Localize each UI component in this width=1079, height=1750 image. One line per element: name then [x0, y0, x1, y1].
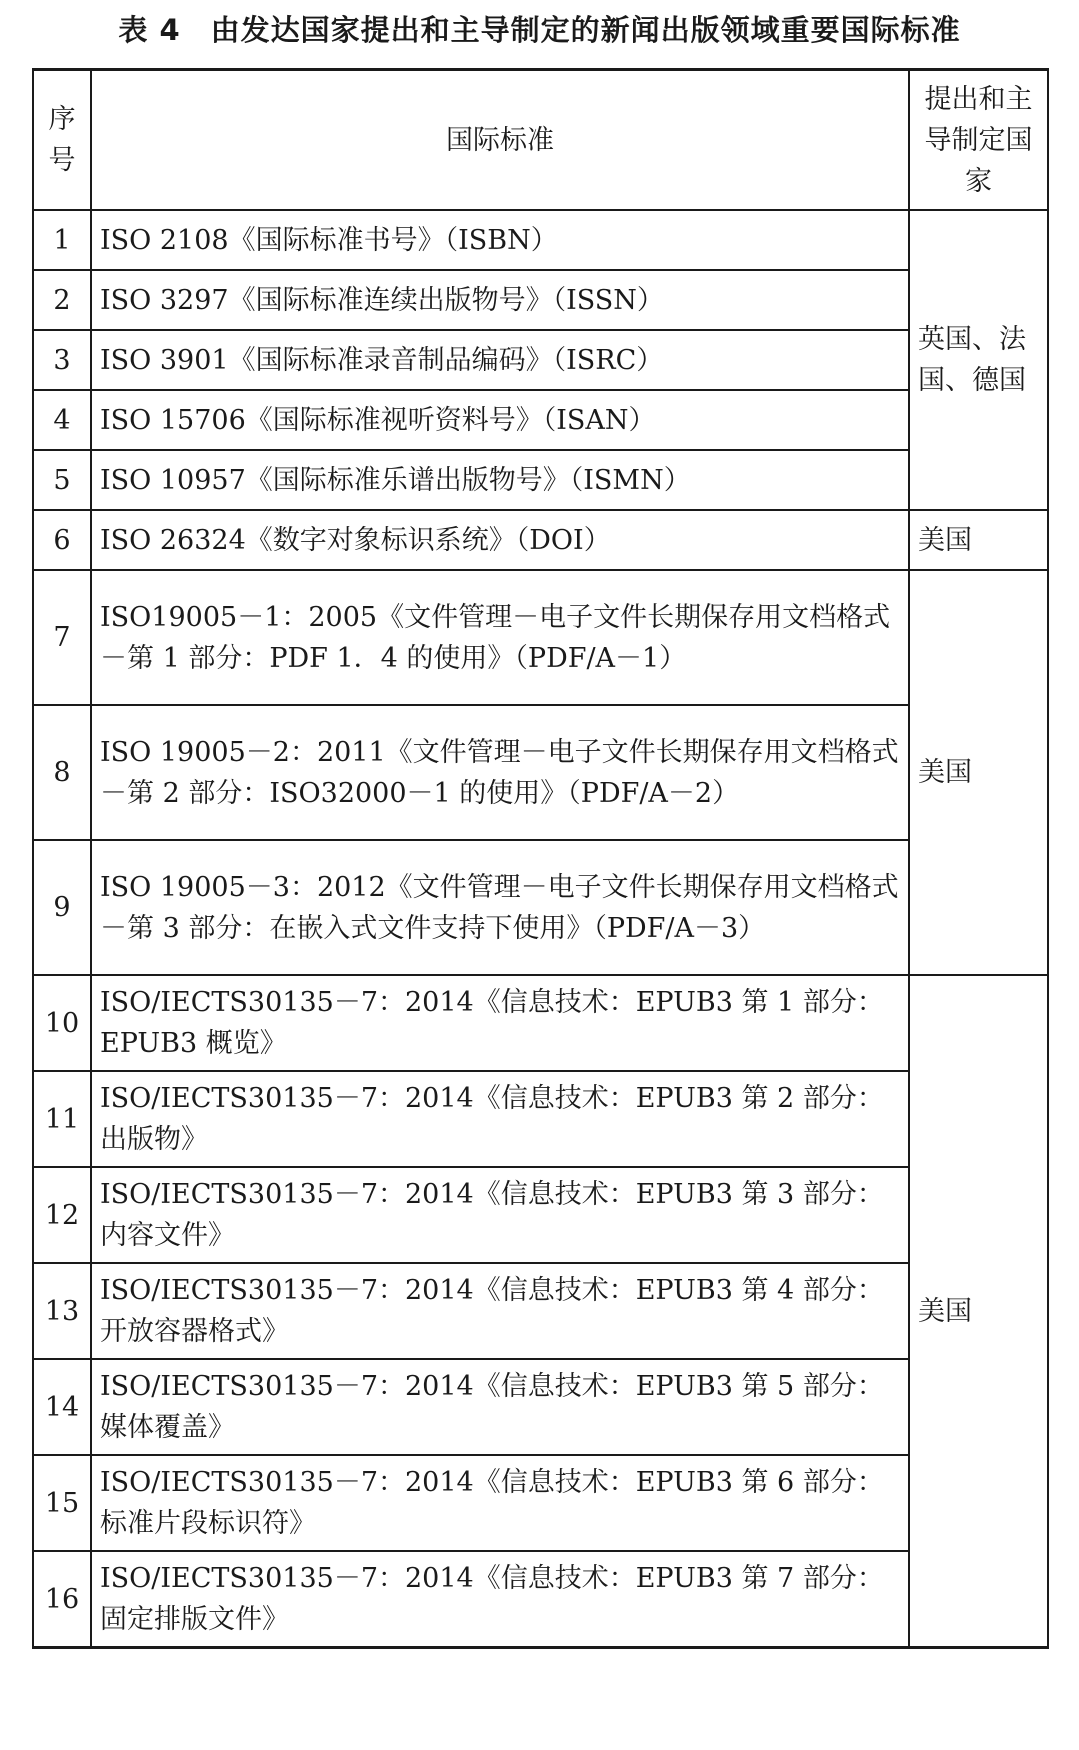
row-no: 6 — [33, 510, 91, 570]
table-row — [33, 390, 1048, 450]
row-standard: ISO/IECTS30135－7：2014《信息技术：EPUB3 第 3 部分：内容文件》 — [91, 1167, 909, 1263]
row-standard: ISO 19005－3：2012《文件管理－电子文件长期保存用文档格式－第 3 部分：在嵌入式文件支持下使用》（PDF/A－3） — [91, 840, 909, 975]
table-row — [33, 510, 1048, 570]
row-standard: ISO 26324《数字对象标识系统》（DOI） — [91, 510, 909, 570]
row-no: 5 — [33, 450, 91, 510]
table-row — [33, 705, 1048, 840]
row-no: 11 — [33, 1071, 91, 1167]
table-row — [33, 1359, 1048, 1455]
table-row — [33, 330, 1048, 390]
header-country: 提出和主导制定国家 — [909, 70, 1048, 211]
table-row — [33, 1263, 1048, 1359]
row-standard: ISO19005－1：2005《文件管理－电子文件长期保存用文档格式－第 1 部分：PDF 1．4 的使用》（PDF/A－1） — [91, 570, 909, 705]
row-standard: ISO 2108《国际标准书号》（ISBN） — [91, 210, 909, 270]
row-no: 3 — [33, 330, 91, 390]
row-no: 16 — [33, 1551, 91, 1648]
table-row — [33, 1551, 1048, 1648]
row-standard: ISO 19005－2：2011《文件管理－电子文件长期保存用文档格式－第 2 部分：ISO32000－1 的使用》（PDF/A－2） — [91, 705, 909, 840]
standards-table — [32, 68, 1049, 1649]
row-no: 15 — [33, 1455, 91, 1551]
row-country: 美国 — [909, 570, 1048, 975]
row-standard: ISO/IECTS30135－7：2014《信息技术：EPUB3 第 1 部分：EPUB3 概览》 — [91, 975, 909, 1071]
row-no: 13 — [33, 1263, 91, 1359]
row-no: 8 — [33, 705, 91, 840]
row-no: 7 — [33, 570, 91, 705]
row-standard: ISO/IECTS30135－7：2014《信息技术：EPUB3 第 4 部分：开放容器格式》 — [91, 1263, 909, 1359]
row-standard: ISO 3901《国际标准录音制品编码》（ISRC） — [91, 330, 909, 390]
row-no: 9 — [33, 840, 91, 975]
row-standard: ISO/IECTS30135－7：2014《信息技术：EPUB3 第 2 部分：出版物》 — [91, 1071, 909, 1167]
row-no: 10 — [33, 975, 91, 1071]
row-country: 美国 — [909, 975, 1048, 1648]
table-row — [33, 270, 1048, 330]
table-row — [33, 1455, 1048, 1551]
table-row — [33, 450, 1048, 510]
header-standard: 国际标准 — [91, 70, 909, 211]
row-no: 1 — [33, 210, 91, 270]
row-standard: ISO 3297《国际标准连续出版物号》（ISSN） — [91, 270, 909, 330]
row-no: 12 — [33, 1167, 91, 1263]
row-standard: ISO 10957《国际标准乐谱出版物号》（ISMN） — [91, 450, 909, 510]
table-row — [33, 1071, 1048, 1167]
table-row — [33, 1167, 1048, 1263]
row-country: 英国、法国、德国 — [909, 210, 1048, 510]
table-row — [33, 975, 1048, 1071]
table-row — [33, 570, 1048, 705]
row-standard: ISO 15706《国际标准视听资料号》（ISAN） — [91, 390, 909, 450]
header-no: 序号 — [33, 70, 91, 211]
row-no: 2 — [33, 270, 91, 330]
table-row — [33, 210, 1048, 270]
table-row — [33, 840, 1048, 975]
row-standard: ISO/IECTS30135－7：2014《信息技术：EPUB3 第 5 部分：媒体覆盖》 — [91, 1359, 909, 1455]
table-caption: 表 4 由发达国家提出和主导制定的新闻出版领域重要国际标准 — [118, 13, 961, 47]
row-country: 美国 — [909, 510, 1048, 570]
row-standard: ISO/IECTS30135－7：2014《信息技术：EPUB3 第 7 部分：固定排版文件》 — [91, 1551, 909, 1648]
row-no: 4 — [33, 390, 91, 450]
row-no: 14 — [33, 1359, 91, 1455]
table-header-row — [33, 70, 1048, 211]
row-standard: ISO/IECTS30135－7：2014《信息技术：EPUB3 第 6 部分：标准片段标识符》 — [91, 1455, 909, 1551]
